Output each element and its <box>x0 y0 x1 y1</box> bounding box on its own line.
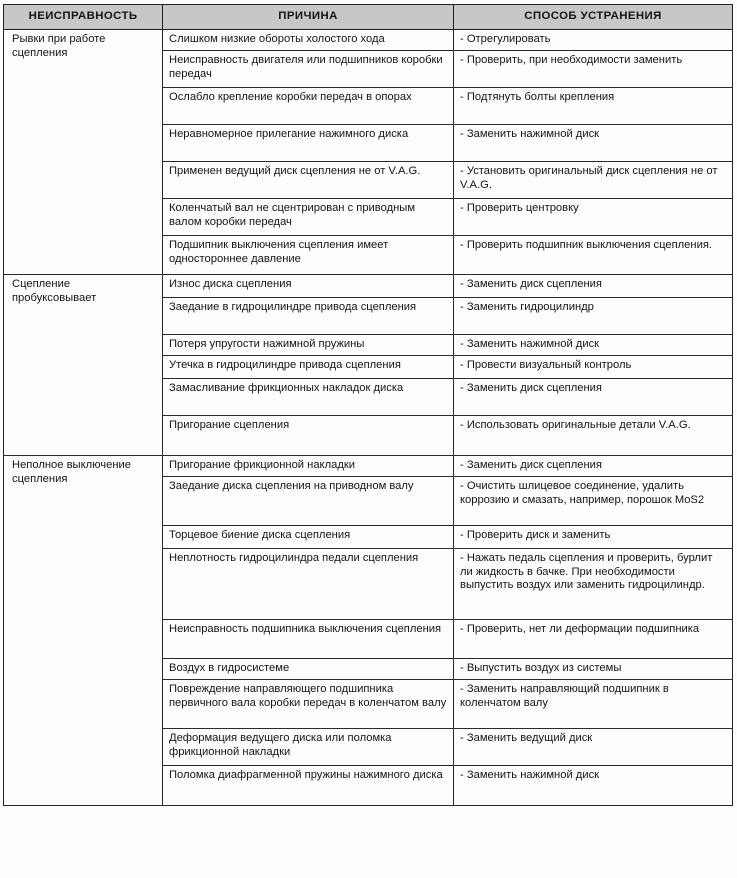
remedy-cell: - Заменить нажимной диск <box>454 766 733 806</box>
cause-cell: Неисправность подшипника выключения сцепления <box>163 620 454 659</box>
remedy-cell: - Проверить диск и заменить <box>454 526 733 549</box>
cause-cell: Коленчатый вал не сцентрирован с приводным валом коробки передач <box>163 199 454 236</box>
header-remedy: СПОСОБ УСТРАНЕНИЯ <box>454 5 733 30</box>
remedy-cell: - Проверить центровку <box>454 199 733 236</box>
cause-cell: Замасливание фрикционных накладок диска <box>163 379 454 416</box>
remedy-cell: - Проверить, при необходимости заменить <box>454 51 733 88</box>
cause-cell: Деформация ведущего диска или поломка фрикционной накладки <box>163 729 454 766</box>
remedy-cell: - Заменить ведущий диск <box>454 729 733 766</box>
cause-cell: Потеря упругости нажимной пружины <box>163 335 454 356</box>
cause-cell: Пригорание фрикционной накладки <box>163 456 454 477</box>
cause-cell: Неплотность гидроцилиндра педали сцепления <box>163 549 454 620</box>
troubleshooting-table <box>3 4 733 806</box>
table-header <box>4 5 733 30</box>
remedy-cell: - Нажать педаль сцепления и проверить, бурлит ли жидкость в бачке. При необходимости выпустить воздух или заменить гидроцилиндр. <box>454 549 733 620</box>
cause-cell: Заедание диска сцепления на приводном валу <box>163 477 454 526</box>
table-row <box>4 30 733 51</box>
fault-cell: Рывки при работе сцепления <box>4 30 163 275</box>
remedy-cell: - Заменить нажимной диск <box>454 335 733 356</box>
cause-cell: Подшипник выключения сцепления имеет одностороннее давление <box>163 236 454 275</box>
table-row <box>4 456 733 477</box>
header-fault: НЕИСПРАВНОСТЬ <box>4 5 163 30</box>
troubleshooting-sheet <box>3 4 732 806</box>
header-cause: ПРИЧИНА <box>163 5 454 30</box>
cause-cell: Заедание в гидроцилиндре привода сцепления <box>163 298 454 335</box>
cause-cell: Слишком низкие обороты холостого хода <box>163 30 454 51</box>
remedy-cell: - Заменить направляющий подшипник в коленчатом валу <box>454 680 733 729</box>
remedy-cell: - Очистить шлицевое соединение, удалить коррозию и смазать, например, порошок MoS2 <box>454 477 733 526</box>
remedy-cell: - Проверить, нет ли деформации подшипника <box>454 620 733 659</box>
fault-cell: Неполное выключение сцепления <box>4 456 163 806</box>
cause-cell: Ослабло крепление коробки передач в опорах <box>163 88 454 125</box>
cause-cell: Износ диска сцепления <box>163 275 454 298</box>
fault-cell: Сцепление пробуксовывает <box>4 275 163 456</box>
remedy-cell: - Провести визуальный контроль <box>454 356 733 379</box>
cause-cell: Воздух в гидросистеме <box>163 659 454 680</box>
table-body <box>4 30 733 806</box>
cause-cell: Неисправность двигателя или подшипников коробки передач <box>163 51 454 88</box>
remedy-cell: - Проверить подшипник выключения сцепления. <box>454 236 733 275</box>
remedy-cell: - Заменить нажимной диск <box>454 125 733 162</box>
cause-cell: Применен ведущий диск сцепления не от V.A.G. <box>163 162 454 199</box>
remedy-cell: - Заменить диск сцепления <box>454 379 733 416</box>
remedy-cell: - Заменить гидроцилиндр <box>454 298 733 335</box>
remedy-cell: - Установить оригинальный диск сцепления не от V.A.G. <box>454 162 733 199</box>
remedy-cell: - Подтянуть болты крепления <box>454 88 733 125</box>
cause-cell: Повреждение направляющего подшипника первичного вала коробки передач в коленчатом валу <box>163 680 454 729</box>
remedy-cell: - Заменить диск сцепления <box>454 275 733 298</box>
remedy-cell: - Заменить диск сцепления <box>454 456 733 477</box>
cause-cell: Неравномерное прилегание нажимного диска <box>163 125 454 162</box>
remedy-cell: - Выпустить воздух из системы <box>454 659 733 680</box>
cause-cell: Утечка в гидроцилиндре привода сцепления <box>163 356 454 379</box>
cause-cell: Торцевое биение диска сцепления <box>163 526 454 549</box>
cause-cell: Поломка диафрагменной пружины нажимного диска <box>163 766 454 806</box>
remedy-cell: - Использовать оригинальные детали V.A.G. <box>454 416 733 456</box>
table-row <box>4 275 733 298</box>
cause-cell: Пригорание сцепления <box>163 416 454 456</box>
header-row <box>4 5 733 30</box>
remedy-cell: - Отрегулировать <box>454 30 733 51</box>
